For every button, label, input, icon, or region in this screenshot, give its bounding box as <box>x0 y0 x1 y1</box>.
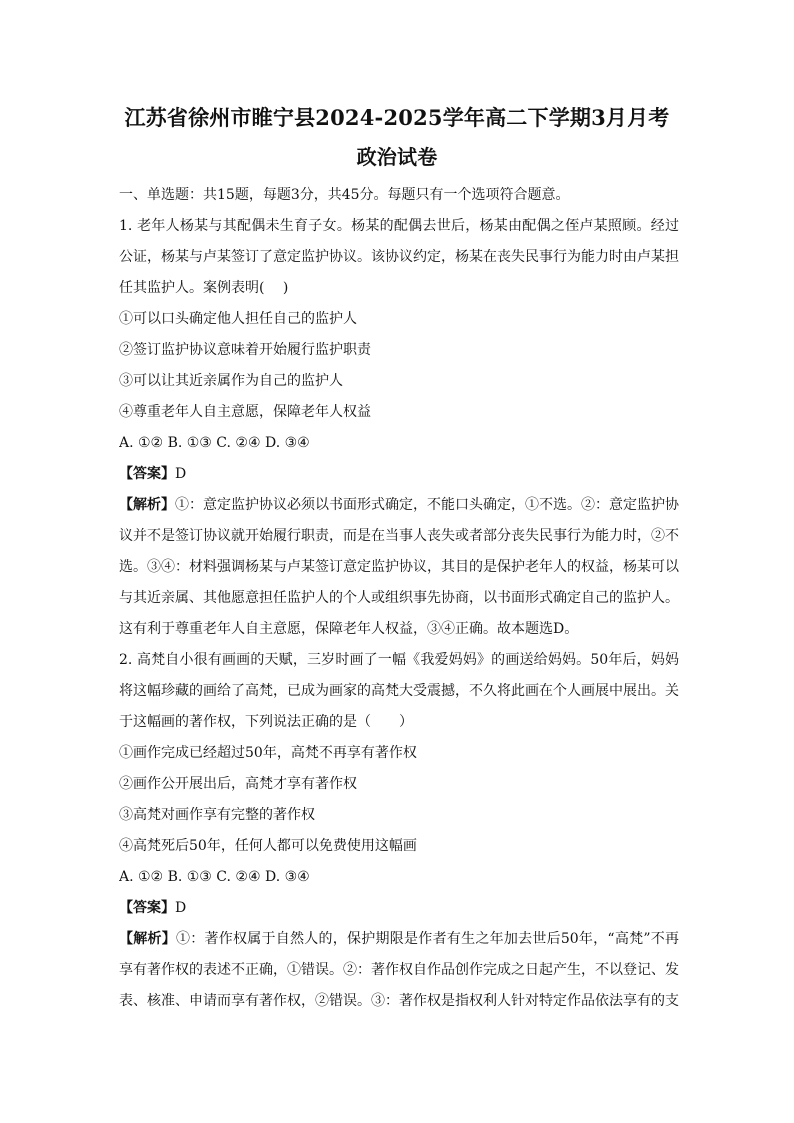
q1-option: ①可以口头确定他人担任自己的监护人 <box>119 311 357 327</box>
q2-analysis-line: 享有著作权的表述不正确，①错误。②：著作权自作品创作完成之日起产生，不以登记、发 <box>119 962 679 978</box>
section-header: 一、单选题：共15题，每题3分，共45分。每题只有一个选项符合题意。 <box>119 187 570 203</box>
q1-choices: A. ①② B. ①③ C. ②④ D. ③④ <box>119 435 310 451</box>
q2-stem-line: 将这幅珍藏的画给了高梵，已成为画家的高梵大受震撼，不久将此画在个人画展中展出。关 <box>119 683 679 699</box>
answer-label: 【答案】 <box>119 466 175 482</box>
document-subtitle: 政治试卷 <box>356 145 438 169</box>
document-title: 江苏省徐州市睢宁县2024-2025学年高二下学期3月月考 <box>124 105 670 130</box>
q1-analysis-line: 这有利于尊重老年人自主意愿，保障老年人权益，③④正确。故本题选D。 <box>119 621 579 637</box>
q2-option: ③高梵对画作享有完整的著作权 <box>119 807 315 823</box>
q1-analysis-line: 与其近亲属、其他愿意担任监护人的个人或组织事先协商，以书面形式确定自己的监护人。 <box>119 590 679 606</box>
q2-option: ①画作完成已经超过50年，高梵不再享有著作权 <box>119 745 417 761</box>
analysis-label: 【解析】 <box>119 497 175 513</box>
q2-stem-line: 2. 高梵自小很有画画的天赋，三岁时画了一幅《我爱妈妈》的画送给妈妈。50年后，妈妈 <box>119 652 679 668</box>
q1-option: ③可以让其近亲属作为自己的监护人 <box>119 373 343 389</box>
q2-option: ②画作公开展出后，高梵才享有著作权 <box>119 776 357 792</box>
answer-value: D <box>175 466 187 482</box>
q1-option: ④尊重老年人自主意愿，保障老年人权益 <box>119 404 371 420</box>
q1-stem-line: 公证，杨某与卢某签订了意定监护协议。该协议约定，杨某在丧失民事行为能力时由卢某担 <box>119 249 679 265</box>
q1-analysis-line <box>119 495 679 515</box>
q2-analysis-line: 表、核准、申请而享有著作权，②错误。③：著作权是指权利人针对特定作品依法享有的支 <box>119 993 679 1009</box>
analysis-label: 【解析】 <box>119 931 177 947</box>
q2-option: ④高梵死后50年，任何人都可以免费使用这幅画 <box>119 838 417 854</box>
q1-option: ②签订监护协议意味着开始履行监护职责 <box>119 342 371 358</box>
analysis-text: ①：意定监护协议必须以书面形式确定，不能口头确定，①不选。②：意定监护协 <box>175 497 679 513</box>
q1-analysis-line: 选。③④：材料强调杨某与卢某签订意定监护协议，其目的是保护老年人的权益，杨某可以 <box>119 559 679 575</box>
answer-label: 【答案】 <box>119 900 175 916</box>
q1-stem-line: 1. 老年人杨某与其配偶未生育子女。杨某的配偶去世后，杨某由配偶之侄卢某照顾。经过 <box>119 218 679 234</box>
analysis-text: ①：著作权属于自然人的，保护期限是作者有生之年加去世后50年，“高梵”不再 <box>176 931 679 947</box>
q2-choices: A. ①② B. ①③ C. ②④ D. ③④ <box>119 869 310 885</box>
q1-analysis-line: 议并不是签订协议就开始履行职责，而是在当事人丧失或者部分丧失民事行为能力时，②不 <box>119 528 679 544</box>
q1-answer <box>119 464 679 484</box>
q2-stem-line: 于这幅画的著作权，下列说法正确的是（ ） <box>119 714 413 730</box>
q2-answer <box>119 898 679 918</box>
q1-stem-line: 任其监护人。案例表明( ) <box>119 280 289 296</box>
answer-value: D <box>175 900 187 916</box>
q2-analysis-line <box>119 929 679 949</box>
